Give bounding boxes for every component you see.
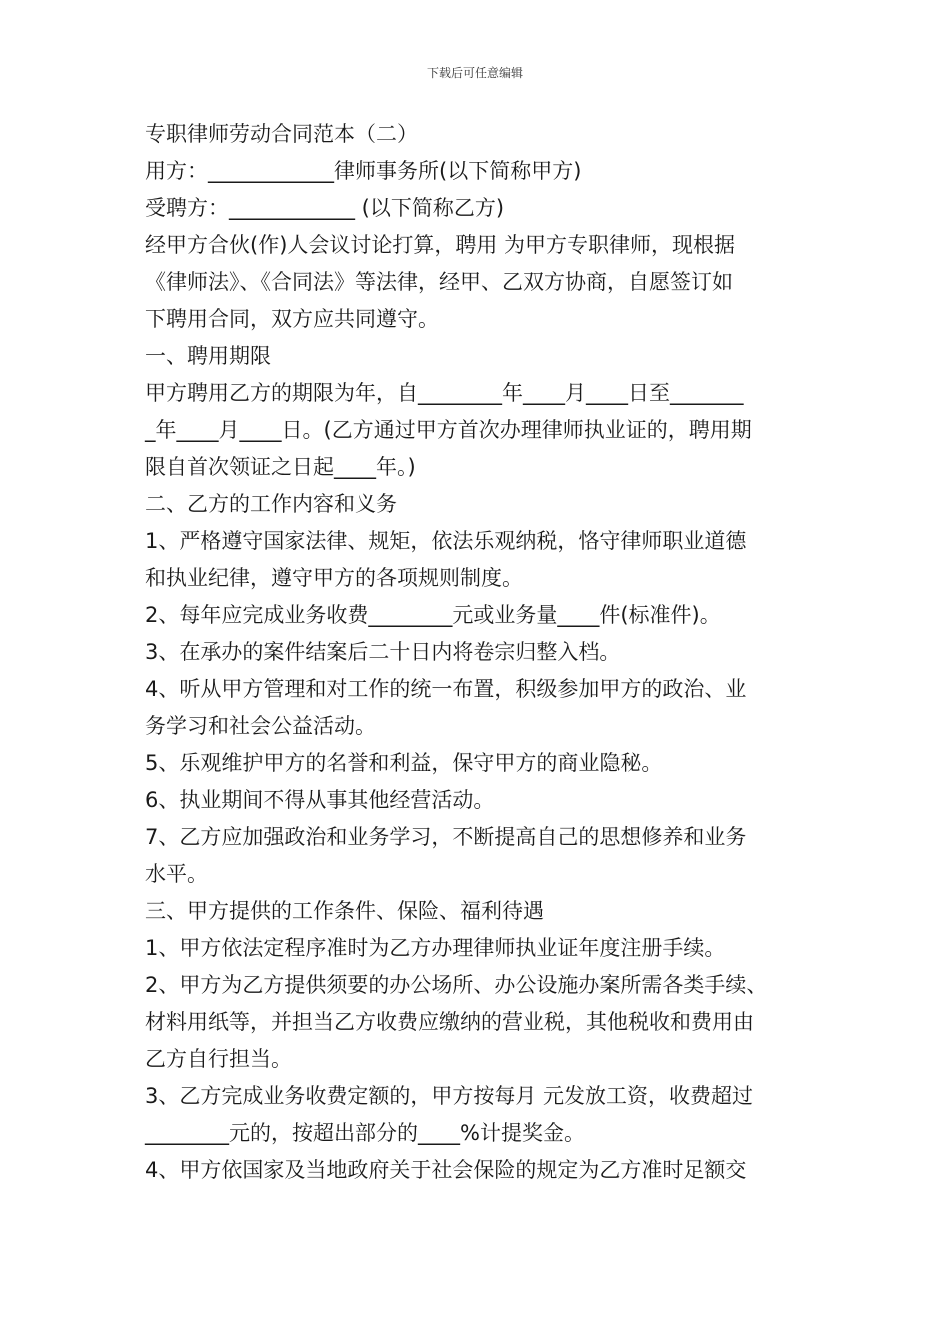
paragraph-line: 1、严格遵守国家法律、规矩，依法乐观纳税，恪守律师职业道德: [145, 529, 747, 553]
paragraph-line: 和执业纪律，遵守甲方的各项规则制度。: [145, 566, 523, 590]
paragraph-line: 2、甲方为乙方提供须要的办公场所、办公设施办案所需各类手续、: [145, 973, 768, 997]
section-heading: 三、甲方提供的工作条件、保险、福利待遇: [145, 899, 544, 923]
paragraph-line: 《律师法》、《合同法》等法律，经甲、乙双方协商，自愿签订如: [145, 270, 733, 294]
paragraph-line: 3、乙方完成业务收费定额的，甲方按每月 元发放工资，收费超过: [145, 1084, 754, 1108]
section-heading: 一、聘用期限: [145, 344, 271, 368]
paragraph-line: 1、甲方依法定程序准时为乙方办理律师执业证年度注册手续。: [145, 936, 726, 960]
page-header: 下载后可任意编辑: [426, 66, 523, 80]
paragraph-line: 6、执业期间不得从事其他经营活动。: [145, 788, 495, 812]
paragraph-line: 2、每年应完成业务收费________元或业务量____件(标准件)。: [145, 603, 721, 627]
paragraph-line: ________元的，按超出部分的____%计提奖金。: [145, 1121, 585, 1145]
paragraph-line: 水平。: [145, 862, 208, 886]
paragraph-line: 乙方自行担当。: [145, 1047, 292, 1071]
paragraph-line: 7、乙方应加强政治和业务学习，不断提高自己的思想修养和业务: [145, 825, 747, 849]
paragraph-line: 材料用纸等，并担当乙方收费应缴纳的营业税，其他税收和费用由: [145, 1010, 754, 1034]
party-b-line: 受聘方：____________ (以下简称乙方): [145, 196, 505, 220]
document-body: [145, 116, 810, 1189]
paragraph-line: 下聘用合同，双方应共同遵守。: [145, 307, 439, 331]
paragraph-line: 5、乐观维护甲方的名誉和利益，保守甲方的商业隐秘。: [145, 751, 663, 775]
doc-title: 专职律师劳动合同范本（二）: [145, 122, 418, 146]
paragraph-line: 甲方聘用乙方的期限为年，自________年____月____日至_______: [145, 381, 744, 405]
party-a-line: 用方：____________律师事务所(以下简称甲方): [145, 159, 582, 183]
paragraph-line: 4、听从甲方管理和对工作的统一布置，积级参加甲方的政治、业: [145, 677, 747, 701]
paragraph-line: 经甲方合伙(作)人会议讨论打算，聘用 为甲方专职律师，现根据: [145, 233, 736, 257]
paragraph-line: _年____月____日。(乙方通过甲方首次办理律师执业证的，聘用期: [145, 418, 752, 442]
paragraph-line: 4、甲方依国家及当地政府关于社会保险的规定为乙方准时足额交: [145, 1158, 747, 1182]
paragraph-line: 务学习和社会公益活动。: [145, 714, 376, 738]
paragraph-line: 限自首次领证之日起____年。): [145, 455, 416, 479]
paragraph-line: 3、在承办的案件结案后二十日内将卷宗归整入档。: [145, 640, 621, 664]
section-heading: 二、乙方的工作内容和义务: [145, 492, 397, 516]
